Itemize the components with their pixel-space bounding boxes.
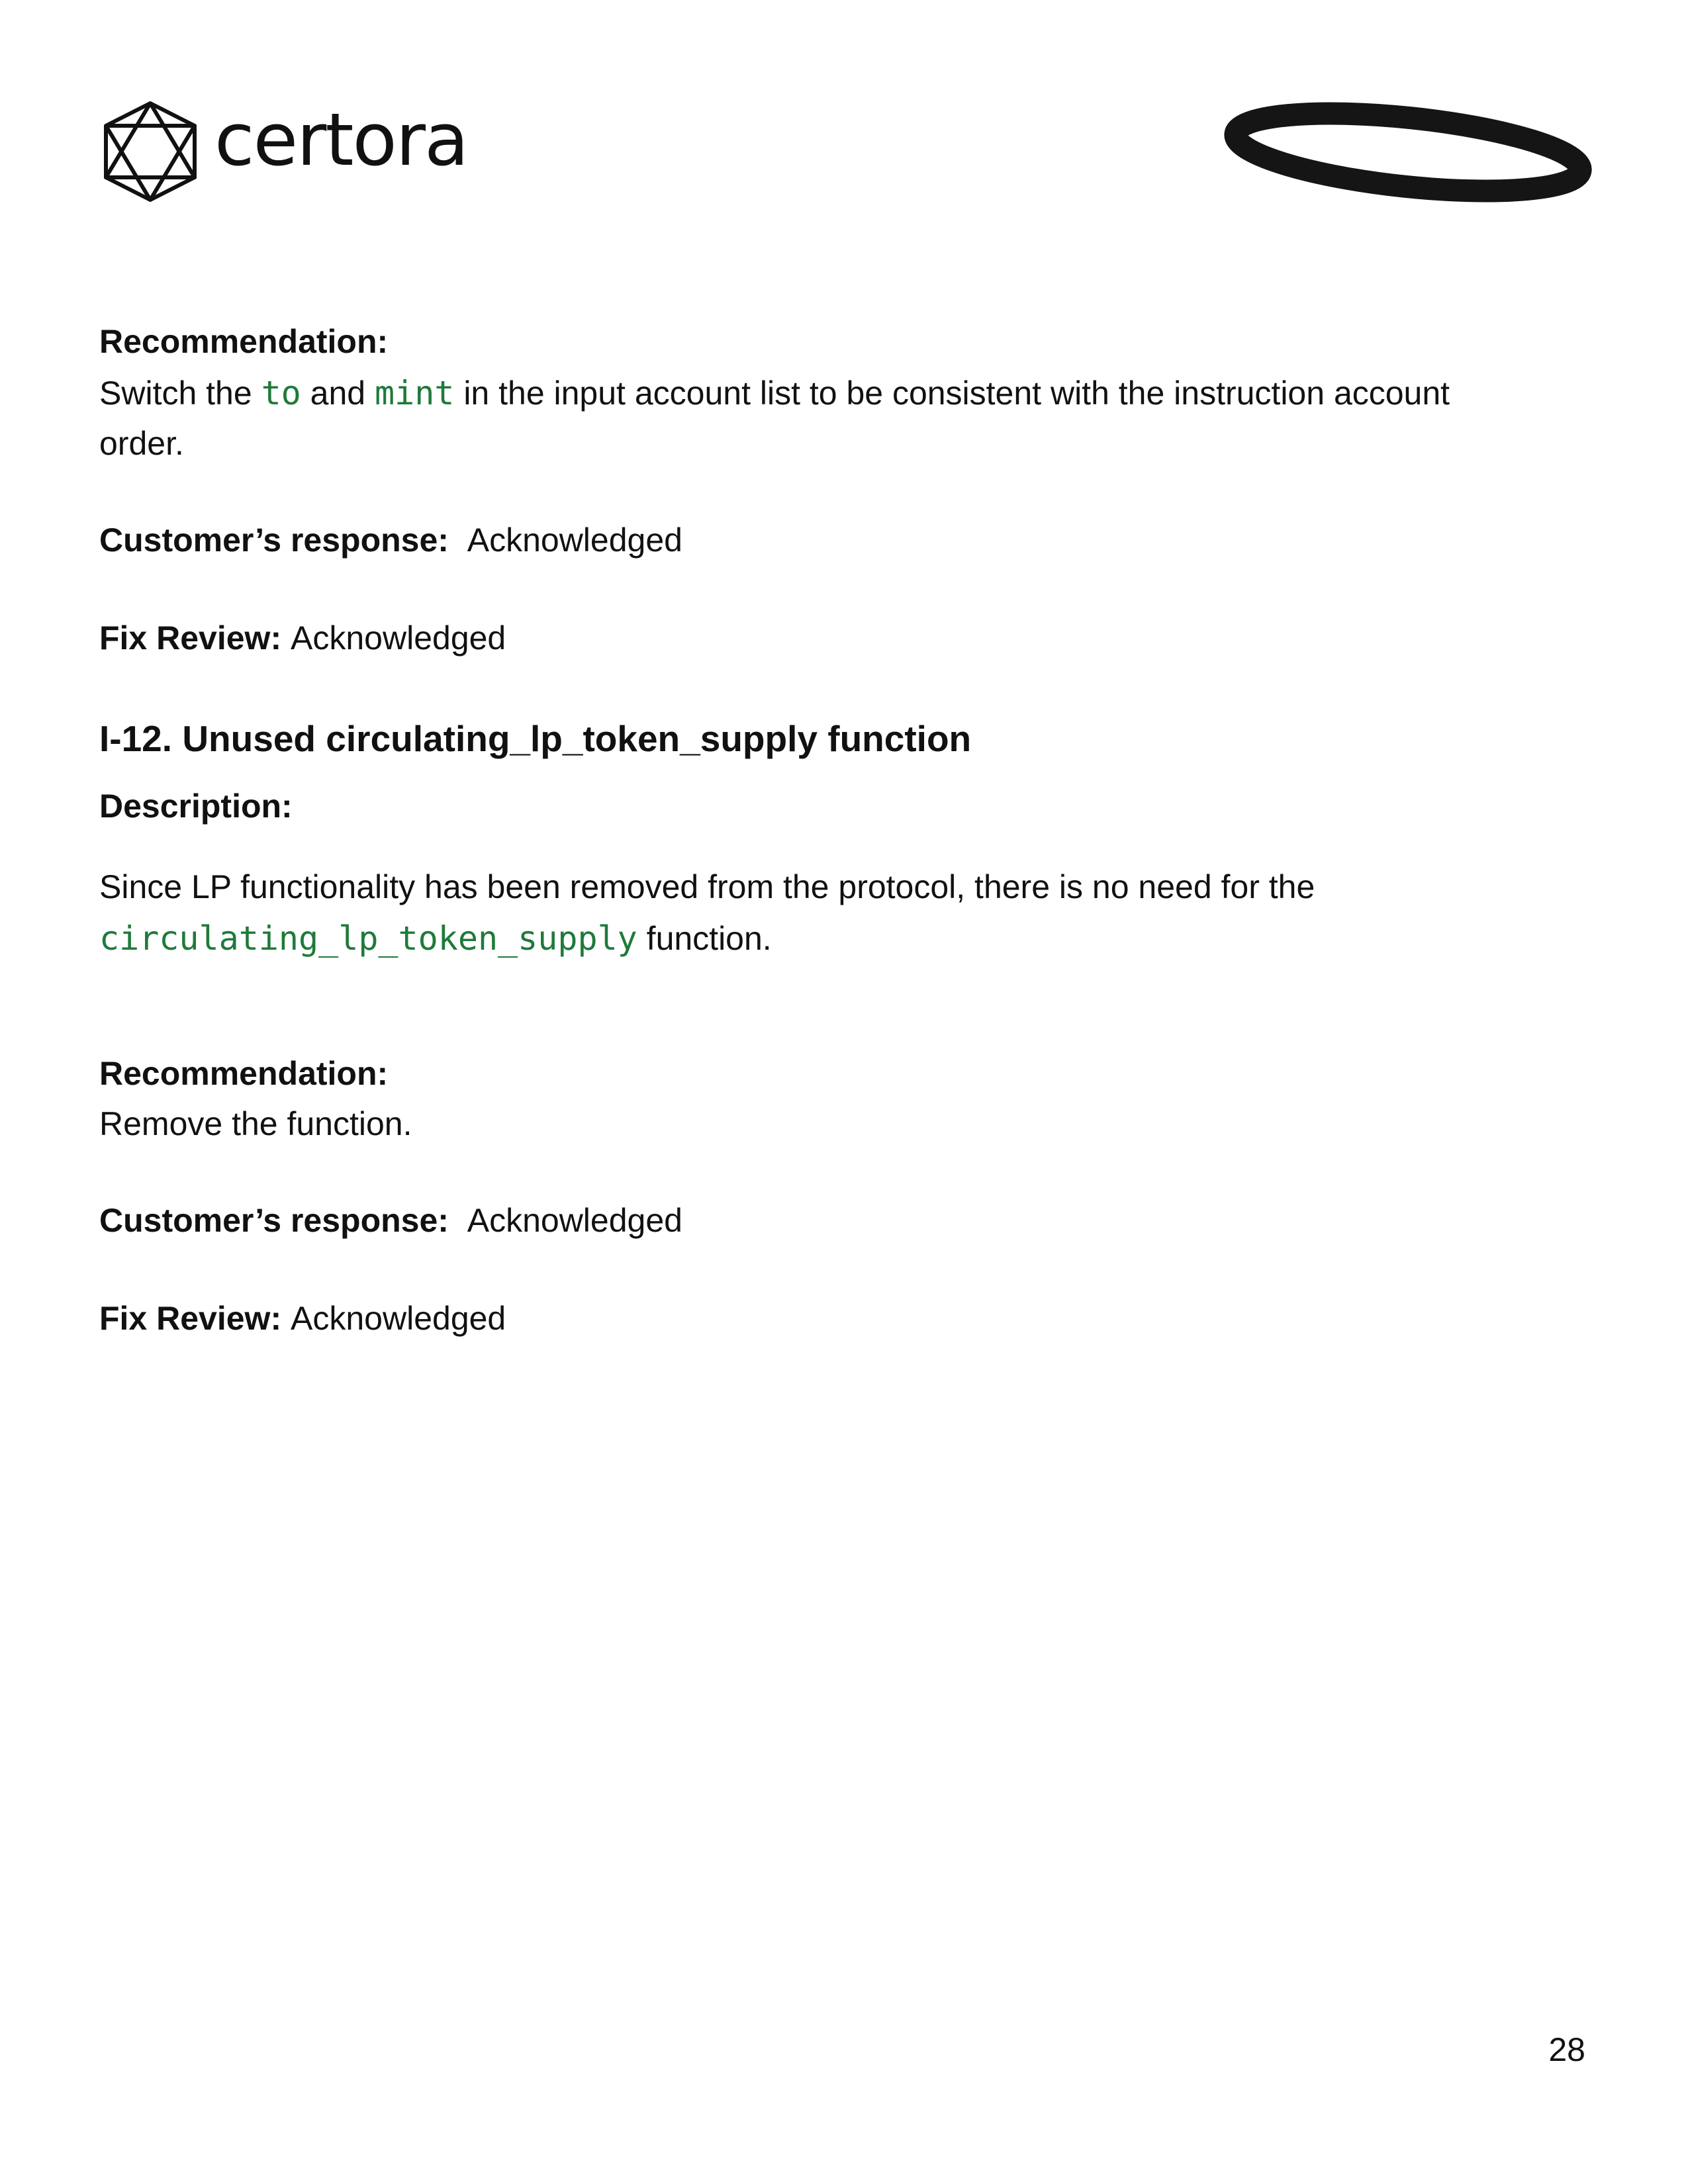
section-title-i12: I-12. Unused circulating_lp_token_supply function	[99, 718, 972, 759]
fix-review-value: Acknowledged	[291, 619, 506, 657]
text-span: function.	[637, 920, 772, 957]
code-mint: mint	[375, 374, 455, 412]
page-number: 28	[1548, 2031, 1585, 2068]
description-text-line-1: Since LP functionality has been removed from the protocol, there is no need for the	[99, 868, 1315, 905]
certora-hexagon-icon	[101, 99, 200, 205]
description-label: Description:	[99, 788, 293, 825]
text-span: in the input account list to be consistent with the instruction account	[454, 375, 1450, 412]
fix-review-i12	[99, 1293, 506, 1343]
fix-review-value-i12: Acknowledged	[291, 1300, 506, 1337]
customer-response-value-i12: Acknowledged	[467, 1202, 682, 1239]
customer-response-label: Customer’s response:	[99, 522, 449, 559]
text-span: Switch the	[99, 375, 261, 412]
description-text-line-2	[99, 913, 772, 964]
code-circulating-lp-token-supply: circulating_lp_token_supply	[99, 919, 637, 958]
recommendation-label: Recommendation:	[99, 323, 389, 360]
text-span: and	[301, 375, 375, 412]
recommendation-text-line-1	[99, 368, 1450, 418]
customer-response-i12	[99, 1195, 682, 1246]
ring-illustration	[1221, 99, 1592, 212]
customer-response-value: Acknowledged	[467, 522, 682, 559]
certora-logo	[101, 99, 471, 210]
code-to: to	[261, 374, 301, 412]
recommendation-label-i12: Recommendation:	[99, 1055, 389, 1092]
fix-review-label-i12: Fix Review:	[99, 1300, 282, 1337]
fix-review	[99, 613, 506, 663]
fix-review-label: Fix Review:	[99, 619, 282, 657]
customer-response	[99, 515, 682, 565]
recommendation-text-i12: Remove the function.	[99, 1105, 412, 1142]
recommendation-text-line-2: order.	[99, 425, 184, 462]
customer-response-label-i12: Customer’s response:	[99, 1202, 449, 1239]
certora-wordmark: certora	[214, 97, 468, 182]
